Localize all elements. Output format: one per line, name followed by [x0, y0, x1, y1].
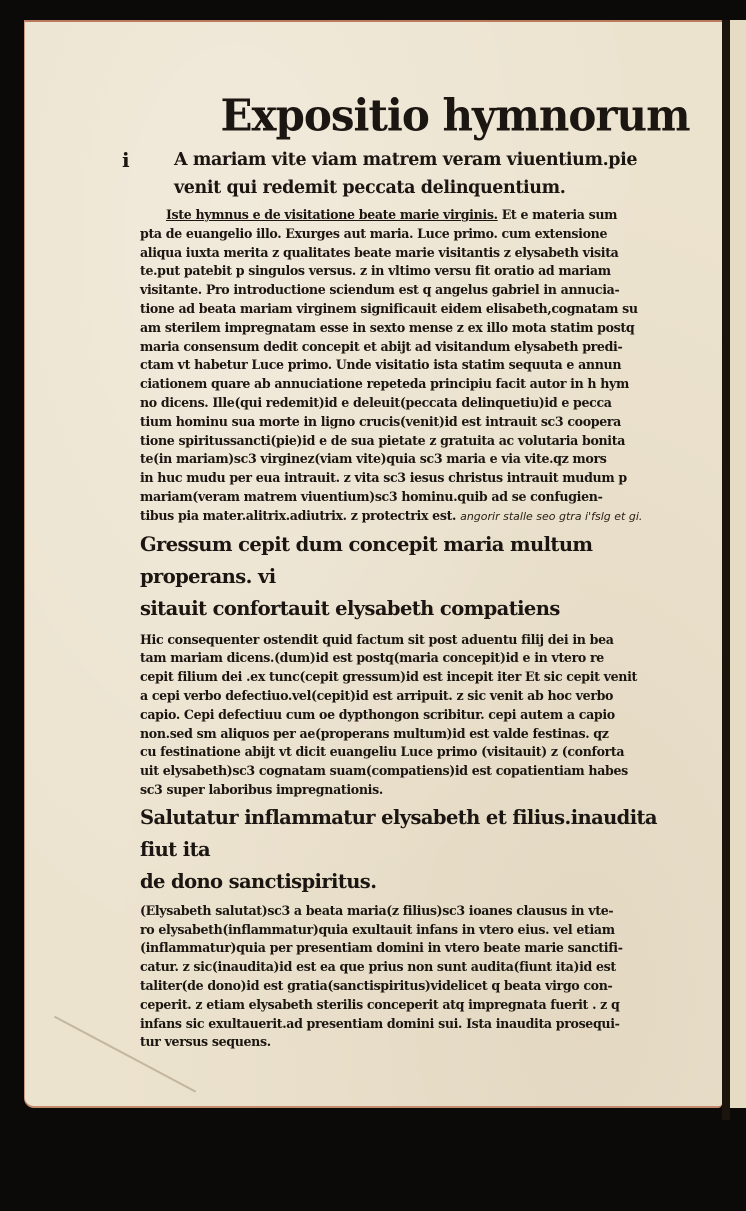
commentary-line: tium hominu sua morte in ligno crucis(venit)id est intrauit sc3 coopera: [140, 413, 621, 429]
commentary-line: te(in mariam)sc3 virginez(viam vite)quia sc3 maria e via vite.qz mors: [140, 451, 607, 467]
page-title: Expositio hymnorum: [220, 89, 690, 142]
commentary-line: (Elysabeth salutat)sc3 a beata maria(z filius)sc3 ioanes clausus in vte-: [140, 902, 614, 918]
commentary-line: ciationem quare ab annuciatione repeteda principiu facit autor in h hym: [140, 376, 630, 392]
commentary-line: taliter(de dono)id est gratia(sanctispiritus)videlicet q beata virgo con-: [140, 977, 613, 993]
commentary-line: no dicens. Ille(qui redemit)id e deleuit(peccata delinquetiu)id e pecca: [140, 394, 612, 410]
commentary-line: a cepi verbo defectiuo.vel(cepit)id est arripuit. z sic venit ab hoc verbo: [140, 687, 614, 703]
commentary-line: aliqua iuxta merita z qualitates beate marie visitantis z elysabeth visita: [140, 244, 619, 260]
commentary-line: catur. z sic(inaudita)id est ea que prius non sunt audita(fiunt ita)id est: [140, 959, 616, 975]
commentary-line: cu festinatione abijt vt dicit euangeliu Luce primo (visitauit) z (conforta: [140, 744, 625, 760]
commentary-line: Hic consequenter ostendit quid factum sit post aduentu filij dei in bea: [140, 631, 614, 647]
commentary-line: te.put patebit p singulos versus. z in vltimo versu fit oratio ad mariam: [140, 263, 611, 279]
commentary-line: sc3 super laboribus impregnationis.: [140, 781, 383, 797]
commentary-line: tione spiritussancti(pie)id e de sua pietate z gratuita ac volutaria bonita: [140, 432, 626, 448]
commentary-line: ceperit. z etiam elysabeth sterilis conceperit atq impregnata fuerit . z q: [140, 996, 620, 1012]
commentary-line: pta de euangelio illo. Exurges aut maria. Luce primo. cum extensione: [140, 225, 608, 241]
hymn-verse-1-line-2: venit qui redemit peccata delinquentium.: [174, 178, 566, 198]
commentary-line: (inflammatur)quia per presentiam domini in vtero beate marie sanctifi-: [140, 940, 623, 956]
commentary-line: maria consensum dedit concepit et abijt ad visitandum elysabeth predi-: [140, 338, 623, 354]
text-block: [122, 89, 690, 1054]
commentary-line: tibus pia mater.alitrix.adiutrix. z protectrix est. angorir stalle seo gtra i'fslg et gi.: [140, 507, 643, 523]
commentary-2: [140, 631, 690, 800]
commentary-3: [140, 902, 690, 1052]
commentary-line: infans sic exultauerit.ad presentiam domini sui. Ista inaudita prosequi-: [140, 1015, 620, 1031]
hymn-verse-3-line-1: Salutatur inflammatur elysabeth et filius.inaudita fiut ita: [140, 805, 657, 861]
commentary-line: tur versus sequens.: [140, 1034, 271, 1050]
signature-mark: i: [122, 148, 130, 172]
handwritten-marginal-note: angorir stalle seo gtra i'fslg et gi.: [460, 509, 643, 523]
adjacent-page-edge: [730, 20, 746, 1108]
commentary-line: ctam vt habetur Luce primo. Unde visitatio ista statim sequuta e annun: [140, 357, 622, 373]
commentary-line: ro elysabeth(inflammatur)quia exultauit infans in vtero eius. vel etiam: [140, 921, 615, 937]
commentary-line: visitante. Pro introductione sciendum est q angelus gabriel in annucia-: [140, 282, 620, 298]
commentary-line: tione ad beata mariam virginem significauit eidem elisabeth,cognatam su: [140, 300, 638, 316]
hymn-verse-2-line-1: Gressum cepit dum concepit maria multum properans. vi: [140, 532, 593, 588]
commentary-line: uit elysabeth)sc3 cognatam suam(compatiens)id est copatientiam habes: [140, 763, 628, 779]
commentary-line: cepit filium dei .ex tunc(cepit gressum)id est incepit iter Et sic cepit venit: [140, 669, 638, 685]
hymn-verse-2-line-2: sitauit confortauit elysabeth compatiens: [140, 596, 560, 620]
commentary-line: in huc mudu per eua intrauit. z vita sc3 iesus christus intrauit mudum p: [140, 470, 627, 486]
commentary-1: [140, 206, 690, 527]
commentary-line: mariam(veram matrem viuentium)sc3 hominu.quib ad se confugien-: [140, 488, 603, 504]
hymn-verse-3-line-2: de dono sanctispiritus.: [140, 869, 377, 893]
commentary-line: non.sed sm aliquos per ae(properans multum)id est valde festinas. qz: [140, 725, 609, 741]
commentary-line: am sterilem impregnatam esse in sexto mense z ex illo mota statim postq: [140, 319, 635, 335]
commentary-line: Iste hymnus e de visitatione beate marie virginis. Et e materia sum: [166, 207, 618, 222]
hymn-verse-1-line-1: A mariam vite viam matrem veram viuentium.pie: [174, 150, 638, 170]
commentary-line: capio. Cepi defectiuu cum oe dypthongon scribitur. cepi autem a capio: [140, 706, 615, 722]
commentary-line: tam mariam dicens.(dum)id est postq(maria concepit)id e in vtero re: [140, 650, 604, 666]
book-gutter: [722, 20, 730, 1120]
